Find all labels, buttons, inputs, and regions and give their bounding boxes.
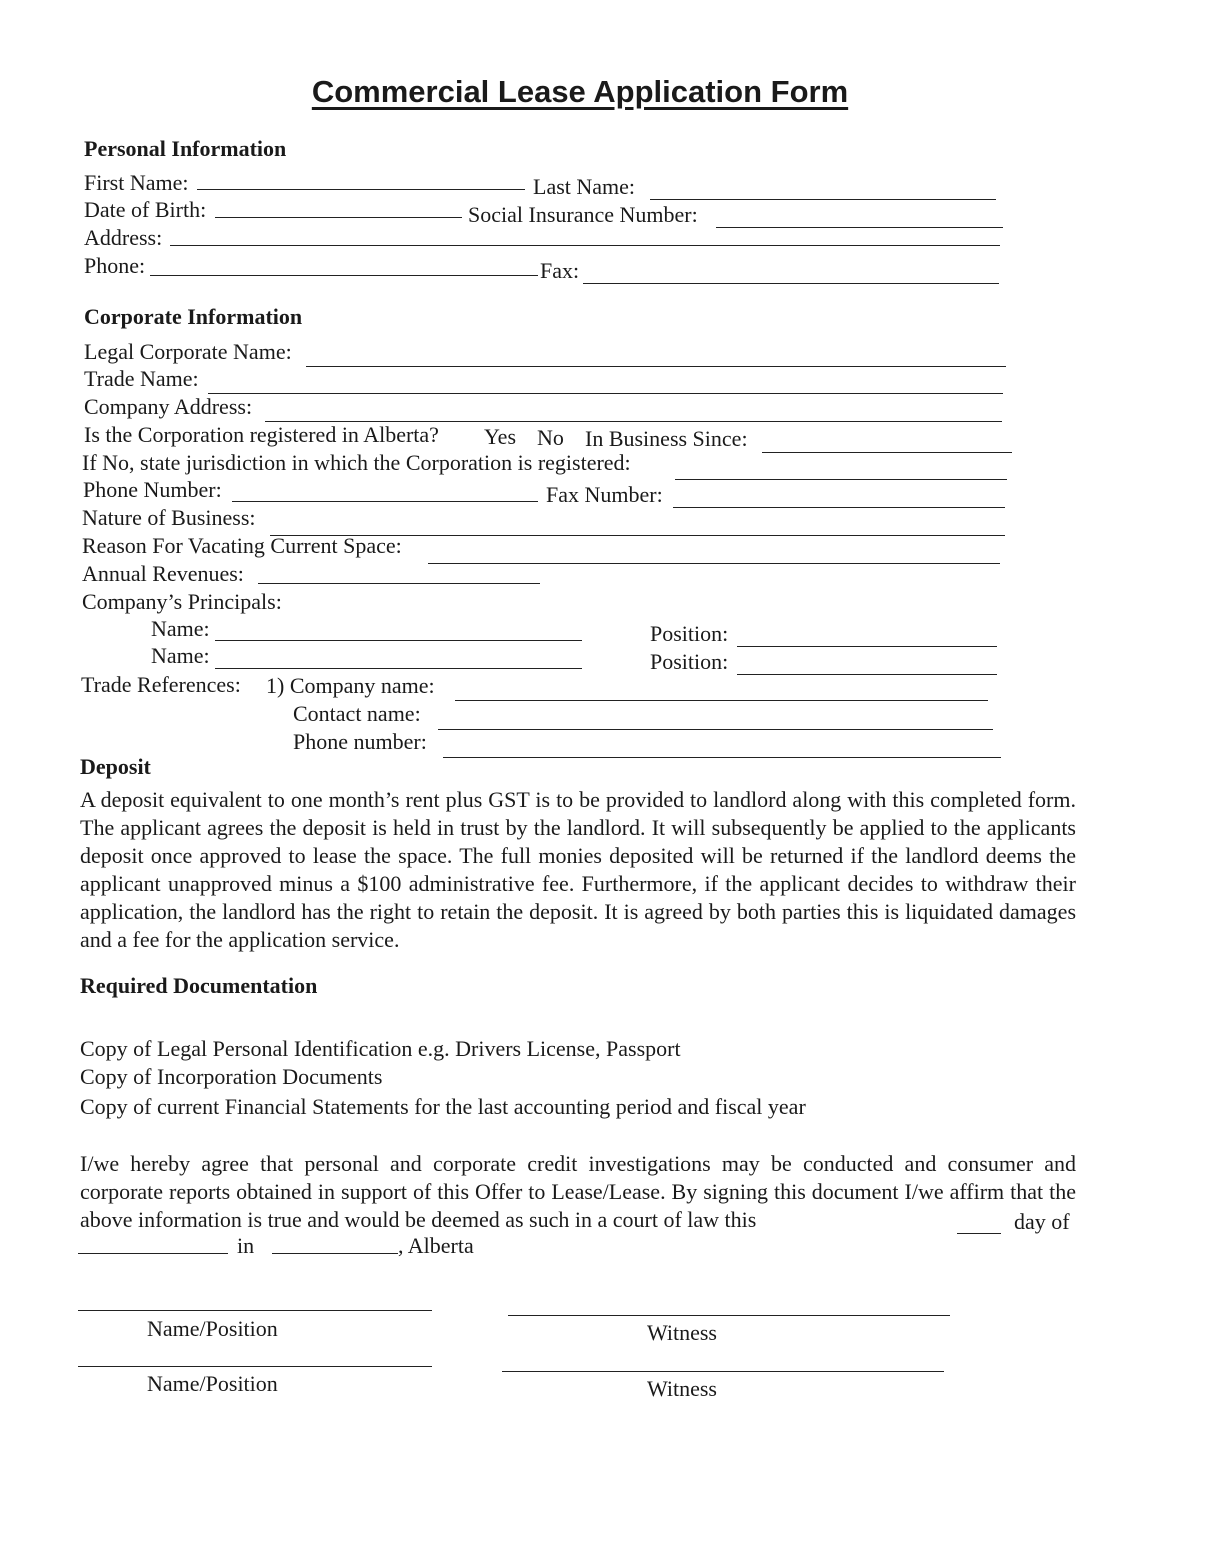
fax-number-field[interactable]: [673, 507, 1005, 508]
business-since-label: In Business Since:: [585, 426, 748, 451]
doc-item-1: Copy of Legal Personal Identification e.g. Drivers License, Passport: [80, 1036, 681, 1061]
company-address-label: Company Address:: [84, 394, 253, 419]
sin-field[interactable]: [716, 227, 1003, 228]
reason-label: Reason For Vacating Current Space:: [82, 533, 402, 558]
ref-contact-field[interactable]: [438, 729, 993, 730]
fax-label: Fax:: [540, 258, 580, 283]
fax-number-label: Fax Number:: [546, 482, 663, 507]
principal-name-field-1[interactable]: [215, 640, 582, 641]
principal-name-label-1: Name:: [151, 616, 210, 641]
dob-label: Date of Birth:: [84, 197, 207, 222]
business-since-field[interactable]: [762, 452, 1012, 453]
registered-no[interactable]: No: [537, 425, 564, 450]
ref-company-field[interactable]: [455, 700, 988, 701]
principal-name-label-2: Name:: [151, 643, 210, 668]
principal-position-field-1[interactable]: [737, 646, 997, 647]
principal-name-field-2[interactable]: [215, 668, 582, 669]
sin-label: Social Insurance Number:: [468, 202, 698, 227]
legal-name-label: Legal Corporate Name:: [84, 339, 292, 364]
address-field[interactable]: [170, 245, 1000, 246]
phone-number-label: Phone Number:: [83, 477, 222, 502]
agreement-day-field[interactable]: [957, 1233, 1001, 1234]
dob-field[interactable]: [215, 217, 462, 218]
registered-question: Is the Corporation registered in Alberta?: [84, 422, 439, 447]
witness-label-2: Witness: [647, 1376, 717, 1401]
address-label: Address:: [84, 225, 163, 250]
jurisdiction-label: If No, state jurisdiction in which the Corporation is registered:: [82, 450, 631, 475]
deposit-heading: Deposit: [80, 754, 151, 779]
trade-name-field[interactable]: [208, 393, 1003, 394]
corporate-info-heading: Corporate Information: [84, 304, 303, 329]
phone-number-field[interactable]: [232, 501, 538, 502]
legal-name-field[interactable]: [306, 366, 1006, 367]
agreement-text-block: [80, 1150, 1076, 1234]
phone-field[interactable]: [150, 275, 538, 276]
registered-yes[interactable]: Yes: [484, 424, 517, 449]
reason-field[interactable]: [428, 563, 1000, 564]
agreement-text: I/we hereby agree that personal and corporate credit investigations may be conducted and consumer and corporate reports obtained in support of this Offer to Lease/Lease. By signing this document I/we affirm that the above information is true and would be deemed as such in a court of law this: [80, 1151, 1076, 1232]
first-name-label: First Name:: [84, 170, 189, 195]
doc-item-2: Copy of Incorporation Documents: [80, 1064, 383, 1089]
ref-contact-label: Contact name:: [293, 701, 421, 726]
first-name-field[interactable]: [197, 189, 525, 190]
last-name-field[interactable]: [650, 199, 996, 200]
fax-field[interactable]: [583, 283, 999, 284]
revenues-label: Annual Revenues:: [82, 561, 244, 586]
doc-item-3: Copy of current Financial Statements for the last accounting period and fiscal year: [80, 1094, 806, 1119]
witness-signature-line-1[interactable]: [508, 1315, 950, 1316]
witness-label-1: Witness: [647, 1320, 717, 1345]
agreement-month-field[interactable]: [78, 1253, 228, 1254]
agreement-alberta: , Alberta: [398, 1233, 474, 1258]
agreement-place-field[interactable]: [272, 1253, 398, 1254]
principal-position-label-2: Position:: [650, 649, 729, 674]
personal-info-heading: Personal Information: [84, 136, 287, 161]
ref-company-label: 1) Company name:: [266, 673, 435, 698]
agreement-in: in: [237, 1233, 255, 1258]
principal-position-field-2[interactable]: [737, 674, 997, 675]
jurisdiction-field[interactable]: [675, 479, 1007, 480]
principal-position-label-1: Position:: [650, 621, 729, 646]
trade-name-label: Trade Name:: [84, 366, 199, 391]
required-docs-heading: Required Documentation: [80, 973, 318, 998]
principals-label: Company’s Principals:: [82, 589, 282, 614]
name-position-signature-line-2[interactable]: [78, 1366, 432, 1367]
nature-label: Nature of Business:: [82, 505, 256, 530]
ref-phone-label: Phone number:: [293, 729, 427, 754]
name-position-label-2: Name/Position: [147, 1371, 278, 1396]
trade-references-label: Trade References:: [81, 672, 241, 697]
revenues-field[interactable]: [258, 583, 540, 584]
form-title: Commercial Lease Application Form: [311, 74, 849, 109]
agreement-day-of: day of: [1014, 1209, 1070, 1234]
last-name-label: Last Name:: [533, 174, 636, 199]
witness-signature-line-2[interactable]: [502, 1371, 944, 1372]
name-position-signature-line-1[interactable]: [78, 1310, 432, 1311]
ref-phone-field[interactable]: [443, 757, 1001, 758]
name-position-label-1: Name/Position: [147, 1316, 278, 1341]
deposit-text: A deposit equivalent to one month’s rent plus GST is to be provided to landlord along with this completed form. The applicant agrees the deposit is held in trust by the landlord. It will subsequently be applied to the applicants deposit once approved to lease the space. The full monies deposited will be returned if the landlord deems the applicant unapproved minus a $100 administrative fee. Furthermore, if the applicant decides to withdraw their application, the landlord has the right to retain the deposit. It is agreed by both parties this is liquidated damages and a fee for the application service.: [80, 787, 1076, 952]
phone-label: Phone:: [84, 253, 146, 278]
